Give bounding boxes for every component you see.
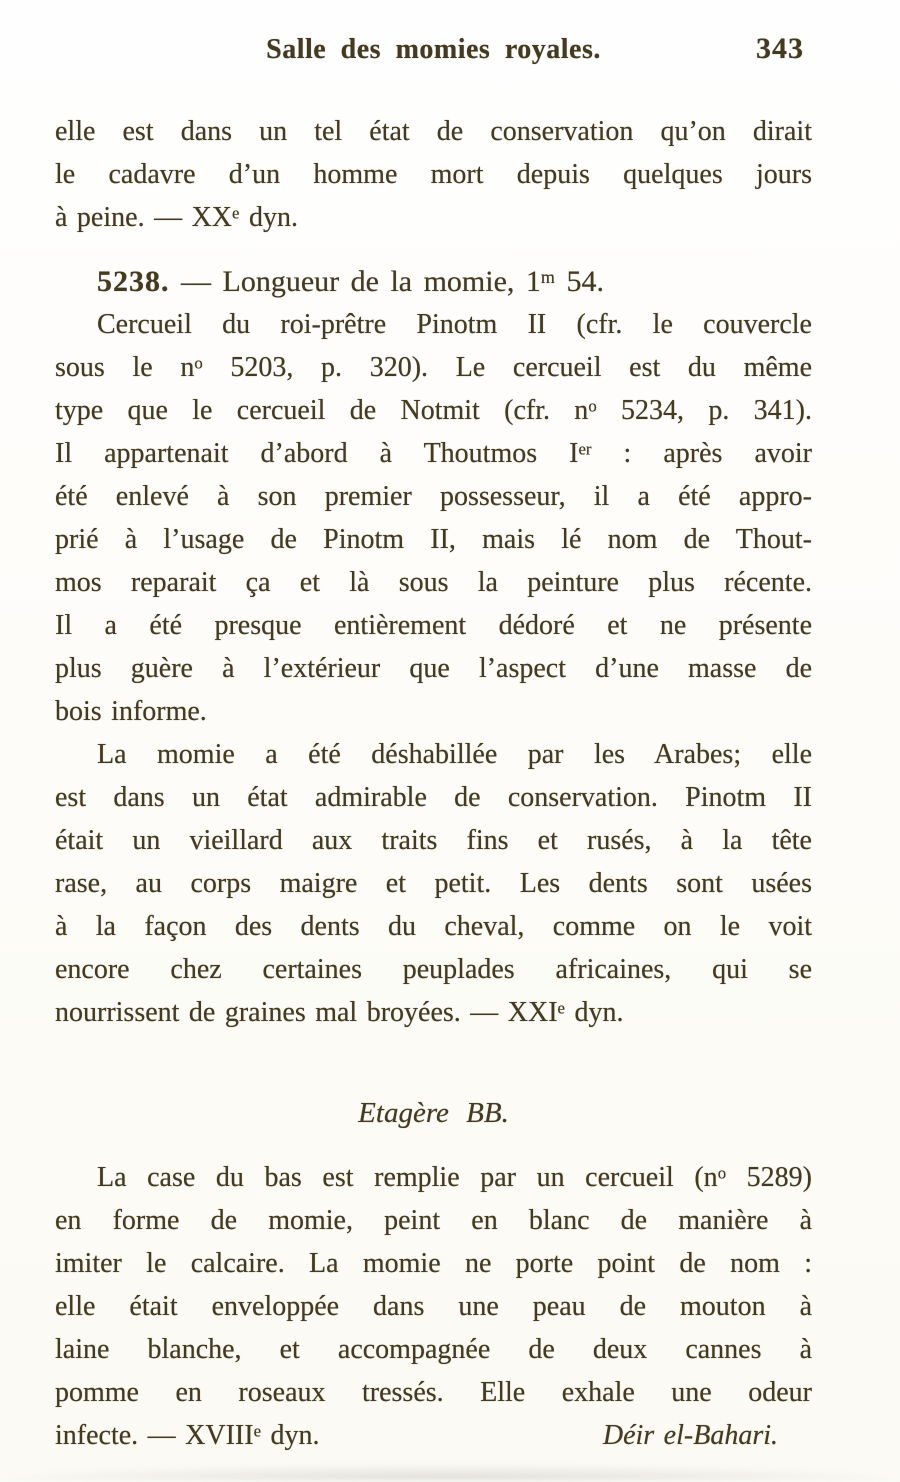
running-header: [55, 34, 812, 68]
text-line: à peine. — XXe dyn.: [55, 202, 298, 233]
section-heading: [55, 1092, 812, 1135]
text-line: prié à l’usage de Pinotm II, mais lé nom de Thout-: [55, 524, 812, 555]
text-line: sous le $n^o$ 5203, p. 320). Le cercueil est du même: [55, 352, 812, 383]
text-line: est dans un état admirable de conservation. Pinotm II: [55, 782, 812, 813]
text-line: mos reparait ça et là sous la peinture plus récente.: [55, 567, 812, 598]
text-line: elle est dans un tel état de conservation qu’on dirait: [55, 116, 812, 147]
text-line: nourrissent de graines mal broyées. — XXIe dyn.: [55, 997, 624, 1028]
text-line: Il a été presque entièrement dédoré et ne présente: [55, 610, 812, 641]
page-number: 343: [756, 32, 804, 65]
text-line: elle était enveloppée dans une peau de mouton à: [55, 1291, 812, 1322]
paragraph: [55, 1156, 812, 1457]
text-line: 5238. — Longueur de la momie, 1$^m$ 54.: [97, 265, 604, 298]
text-line: pomme en roseaux tressés. Elle exhale une odeur: [55, 1377, 812, 1408]
paragraph: [55, 303, 812, 733]
paragraph: [55, 110, 812, 239]
text-line: imiter le calcaire. La momie ne porte point de nom :: [55, 1248, 812, 1279]
text-line: plus guère à l’extérieur que l’aspect d’une masse de: [55, 653, 812, 684]
text-line: le cadavre d’un homme mort depuis quelques jours: [55, 159, 812, 190]
text-line: Etagère BB.: [358, 1097, 509, 1129]
text-line: type que le cercueil de Notmit (cfr. $n^o$ 5234, p. 341).: [55, 395, 812, 426]
text-line: La case du bas est remplie par un cercueil ($n^o$ 5289): [97, 1162, 812, 1193]
text-left: infecte. — XVIIIe dyn.: [55, 1420, 320, 1451]
text-line: en forme de momie, peint en blanc de manière à: [55, 1205, 812, 1236]
text-line: [55, 1414, 812, 1457]
text-line: été enlevé à son premier possesseur, il a été appro-: [55, 481, 812, 512]
text-line: laine blanche, et accompagnée de deux cannes à: [55, 1334, 812, 1365]
text-line: encore chez certaines peuplades africaines, qui se: [55, 954, 812, 985]
text-line: La momie a été déshabillée par les Arabes; elle: [97, 739, 812, 770]
text-line: à la façon des dents du cheval, comme on le voit: [55, 911, 812, 942]
paragraph: [55, 733, 812, 1034]
entry-heading: [55, 260, 812, 303]
page-body: [55, 110, 812, 1457]
place-label: Déir el-Bahari.: [602, 1420, 778, 1451]
text-line: bois informe.: [55, 696, 207, 727]
text-line: Il appartenait d’abord à Thoutmos Ier : après avoir: [55, 438, 812, 469]
text-line: Cercueil du roi-prêtre Pinotm II (cfr. le couvercle: [97, 309, 812, 340]
text-line: était un vieillard aux traits fins et rusés, à la tête: [55, 825, 812, 856]
running-title: Salle des momies royales.: [266, 34, 601, 65]
text-line: rase, au corps maigre et petit. Les dents sont usées: [55, 868, 812, 899]
